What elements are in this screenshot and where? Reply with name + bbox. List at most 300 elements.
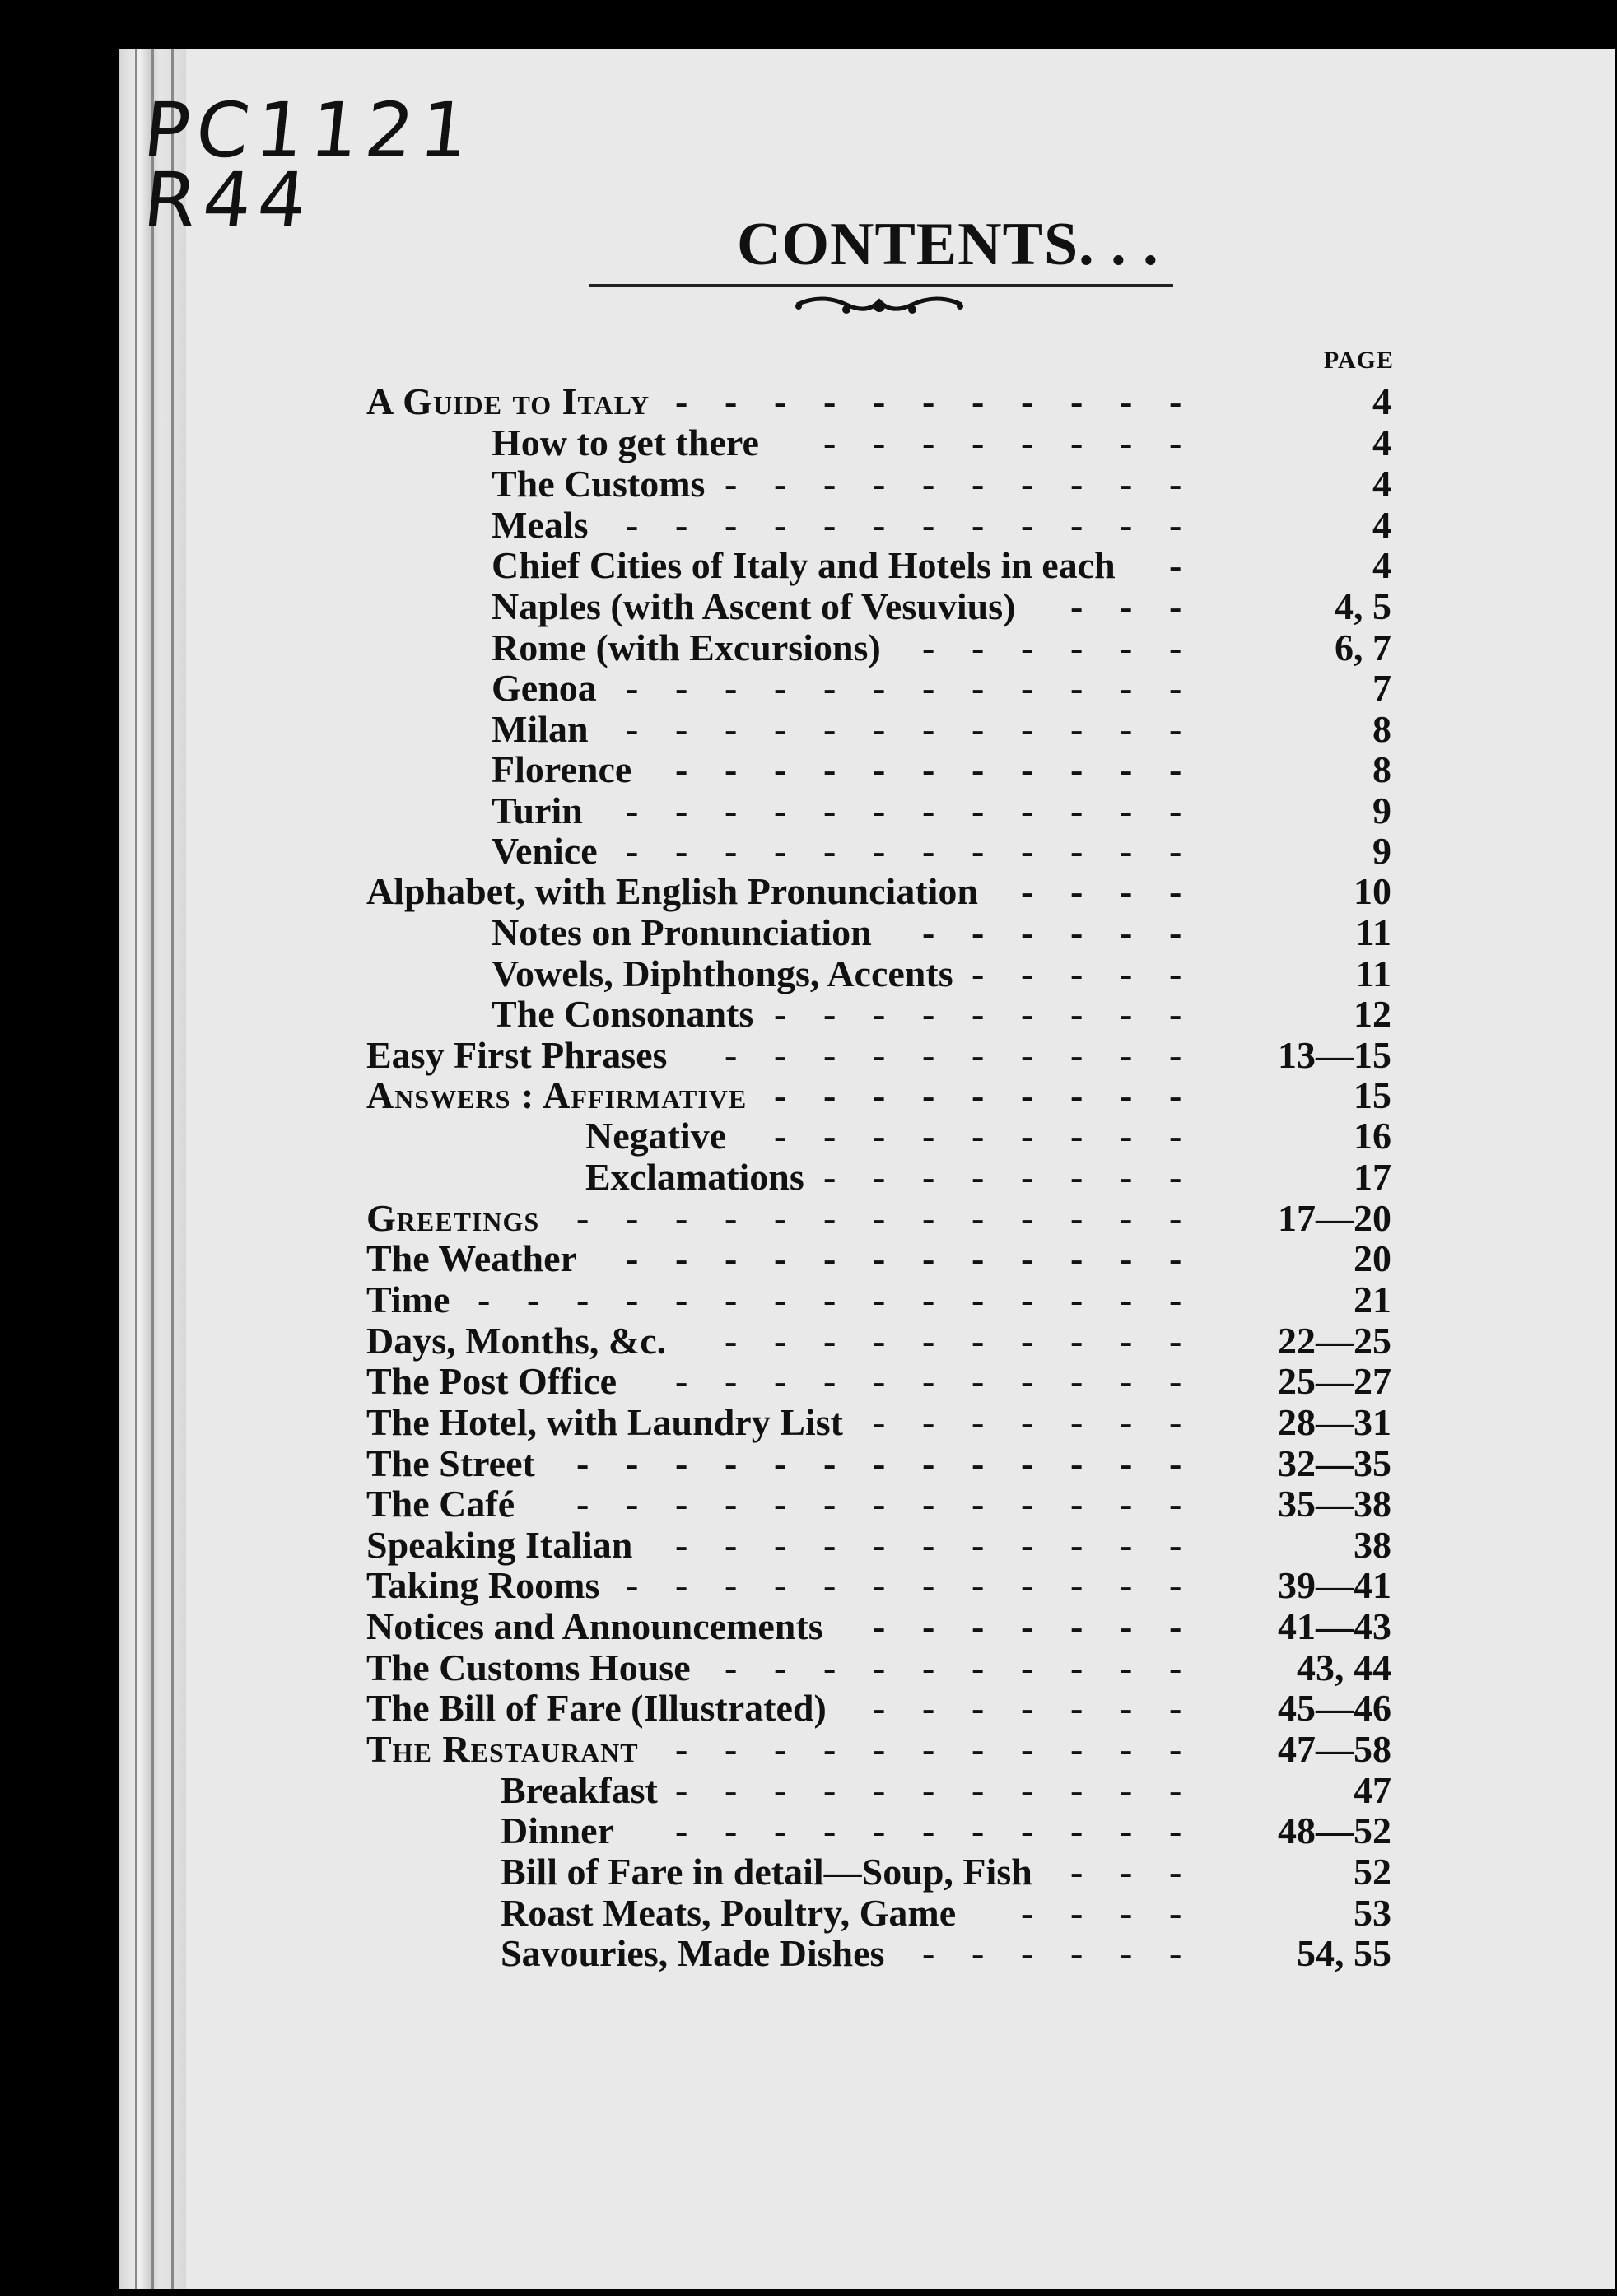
leader-dot: - xyxy=(675,1769,688,1811)
toc-entry xyxy=(0,1688,1400,1729)
leader-dot: - xyxy=(1120,1564,1133,1606)
leader-dot: - xyxy=(1169,1034,1182,1076)
toc-entry-label: Bill of Fare in detail—Soup, Fish xyxy=(501,1851,1032,1893)
leader-dot: - xyxy=(922,830,935,872)
leader-dot: - xyxy=(626,1237,639,1279)
leader-dot: - xyxy=(1021,463,1034,505)
leader-dot: - xyxy=(922,1769,935,1811)
page-column-header: PAGE xyxy=(1323,347,1394,374)
leader-dot: - xyxy=(922,1646,935,1688)
toc-entry xyxy=(0,1198,1400,1239)
leader-dot: - xyxy=(626,1278,639,1320)
leader-dot: - xyxy=(1120,789,1133,831)
toc-entry-page: 21 xyxy=(1354,1278,1391,1320)
toc-entry-label: Notes on Pronunciation xyxy=(492,911,872,953)
leader-dot: - xyxy=(725,1034,738,1076)
leader-dot: - xyxy=(1070,1237,1083,1279)
leader-dot: - xyxy=(1021,1524,1034,1566)
toc-entry-page: 28—31 xyxy=(1278,1401,1391,1443)
leader-dot: - xyxy=(972,504,985,546)
leader-dot: - xyxy=(774,380,787,422)
leader-dot: - xyxy=(1120,463,1133,505)
leader-dot: - xyxy=(1070,830,1083,872)
leader-dot: - xyxy=(972,1932,985,1974)
leader-dot: - xyxy=(972,1483,985,1525)
leader-dot: - xyxy=(1120,870,1133,912)
toc-entry-page: 8 xyxy=(1372,708,1391,750)
toc-entry xyxy=(0,422,1400,463)
leader-dot: - xyxy=(972,1401,985,1443)
toc-entry-label: How to get there xyxy=(492,421,759,463)
leader-dot: - xyxy=(1021,667,1034,709)
toc-entry-label: The Weather xyxy=(366,1237,577,1279)
toc-entry-page: 48—52 xyxy=(1278,1809,1391,1851)
leader-dot: - xyxy=(1120,1483,1133,1525)
toc-entry-label: Savouries, Made Dishes xyxy=(501,1932,885,1974)
toc-entry-label: The Restaurant xyxy=(366,1728,639,1770)
leader-dot: - xyxy=(1120,952,1133,994)
leader-dot: - xyxy=(725,748,738,790)
leader-dot: - xyxy=(1169,1442,1182,1484)
toc-entry-page: 8 xyxy=(1372,748,1391,790)
leader-dot: - xyxy=(873,1605,886,1647)
leader-dot: - xyxy=(774,1197,787,1239)
leader-dot: - xyxy=(1169,708,1182,750)
leader-dot: - xyxy=(1120,1156,1133,1198)
leader-dot: - xyxy=(873,1524,886,1566)
leader-dot: - xyxy=(1021,1483,1034,1525)
leader-dot: - xyxy=(1021,830,1034,872)
toc-entry xyxy=(0,1893,1400,1934)
toc-entry-label: Notices and Announcements xyxy=(366,1605,823,1647)
leader-dot: - xyxy=(725,1360,738,1402)
leader-dot: - xyxy=(675,380,688,422)
leader-dot: - xyxy=(823,1564,836,1606)
leader-dot: - xyxy=(1070,952,1083,994)
toc-entry xyxy=(0,749,1400,790)
leader-dot: - xyxy=(1070,1442,1083,1484)
leader-dot: - xyxy=(1169,1892,1182,1934)
leader-dot: - xyxy=(1021,421,1034,463)
leader-dot: - xyxy=(1120,1932,1133,1974)
leader-dot: - xyxy=(725,1524,738,1566)
leader-dot: - xyxy=(774,1034,787,1076)
toc-entry-page: 20 xyxy=(1354,1237,1391,1279)
leader-dot: - xyxy=(1070,1156,1083,1198)
toc-entry-label: The Café xyxy=(366,1483,515,1525)
toc-entry xyxy=(0,1115,1400,1157)
leader-dot: - xyxy=(873,667,886,709)
toc-entry-label: Negative xyxy=(585,1115,727,1157)
toc-entry-page: 16 xyxy=(1354,1115,1391,1157)
leader-dot: - xyxy=(1021,1156,1034,1198)
toc-entry xyxy=(0,668,1400,709)
leader-dot: - xyxy=(774,708,787,750)
leader-dot: - xyxy=(1021,1687,1034,1729)
toc-entry-label: The Hotel, with Laundry List xyxy=(366,1401,843,1443)
toc-entry-page: 47—58 xyxy=(1278,1728,1391,1770)
toc-entry xyxy=(0,1647,1400,1688)
leader-dot: - xyxy=(1070,585,1083,627)
leader-dot: - xyxy=(873,1278,886,1320)
leader-dot: - xyxy=(725,1728,738,1770)
leader-dot: - xyxy=(823,667,836,709)
leader-dot: - xyxy=(1070,1074,1083,1116)
toc-entry xyxy=(0,1075,1400,1116)
leader-dot: - xyxy=(675,1483,688,1525)
toc-entry xyxy=(0,1483,1400,1525)
leader-dot: - xyxy=(1120,708,1133,750)
leader-dot: - xyxy=(873,1769,886,1811)
leader-dot: - xyxy=(1169,463,1182,505)
toc-entry-label: Speaking Italian xyxy=(366,1524,633,1566)
leader-dot: - xyxy=(1169,1156,1182,1198)
leader-dot: - xyxy=(873,1728,886,1770)
toc-entry xyxy=(0,1565,1400,1606)
toc-entry xyxy=(0,545,1400,586)
toc-entry-label: The Post Office xyxy=(366,1360,617,1402)
leader-dot: - xyxy=(922,1034,935,1076)
toc-entry xyxy=(0,1443,1400,1484)
leader-dot: - xyxy=(922,1728,935,1770)
leader-dot: - xyxy=(823,1769,836,1811)
leader-dot: - xyxy=(1169,1483,1182,1525)
leader-dot: - xyxy=(1070,1360,1083,1402)
toc-entry xyxy=(0,1361,1400,1402)
leader-dot: - xyxy=(1169,1646,1182,1688)
leader-dot: - xyxy=(1070,1769,1083,1811)
toc-entry-label: Vowels, Diphthongs, Accents xyxy=(492,952,953,994)
toc-entry-page: 4 xyxy=(1372,504,1391,546)
leader-dot: - xyxy=(972,626,985,668)
leader-dot: - xyxy=(823,504,836,546)
leader-dot: - xyxy=(922,1360,935,1402)
leader-dot: - xyxy=(823,1728,836,1770)
leader-dot: - xyxy=(873,1483,886,1525)
leader-dot: - xyxy=(1169,1932,1182,1974)
leader-dot: - xyxy=(1070,1851,1083,1893)
leader-dot: - xyxy=(922,911,935,953)
leader-dot: - xyxy=(873,993,886,1035)
toc-entry-label: The Customs xyxy=(492,463,706,505)
toc-entry xyxy=(0,831,1400,872)
toc-entry-page: 15 xyxy=(1354,1074,1391,1116)
leader-dot: - xyxy=(1021,1278,1034,1320)
leader-dot: - xyxy=(1169,1401,1182,1443)
leader-dot: - xyxy=(1021,1564,1034,1606)
leader-dot: - xyxy=(1021,870,1034,912)
leader-dot: - xyxy=(725,380,738,422)
leader-dot: - xyxy=(1070,1687,1083,1729)
leader-dot: - xyxy=(873,1564,886,1606)
leader-dot: - xyxy=(774,1483,787,1525)
leader-dot: - xyxy=(922,1442,935,1484)
leader-dot: - xyxy=(1169,1524,1182,1566)
toc-entry-label: Time xyxy=(366,1278,450,1320)
leader-dot: - xyxy=(1169,1769,1182,1811)
leader-dot: - xyxy=(1120,911,1133,953)
leader-dot: - xyxy=(1120,993,1133,1035)
leader-dot: - xyxy=(823,1278,836,1320)
leader-dot: - xyxy=(922,421,935,463)
toc-entry-label: Answers : Affirmative xyxy=(366,1074,748,1116)
leader-dot: - xyxy=(823,380,836,422)
leader-dot: - xyxy=(972,1074,985,1116)
leader-dot: - xyxy=(972,1687,985,1729)
leader-dot: - xyxy=(1021,1197,1034,1239)
toc-entry-label: The Customs House xyxy=(366,1646,691,1688)
leader-dot: - xyxy=(626,789,639,831)
toc-entry-label: Naples (with Ascent of Vesuvius) xyxy=(492,585,1016,627)
leader-dot: - xyxy=(1120,1646,1133,1688)
leader-dot: - xyxy=(626,1442,639,1484)
toc-entry xyxy=(0,1157,1400,1198)
leader-dot: - xyxy=(1120,1401,1133,1443)
leader-dot: - xyxy=(1169,1360,1182,1402)
toc-entry xyxy=(0,381,1400,422)
leader-dot: - xyxy=(774,1564,787,1606)
leader-dot: - xyxy=(1120,1687,1133,1729)
leader-dot: - xyxy=(1070,1524,1083,1566)
leader-dot: - xyxy=(774,504,787,546)
toc-entry xyxy=(0,1402,1400,1443)
title-rule xyxy=(589,284,1173,287)
leader-dot: - xyxy=(675,1237,688,1279)
toc-entry-page: 43, 44 xyxy=(1297,1646,1391,1688)
leader-dot: - xyxy=(1021,1892,1034,1934)
leader-dot: - xyxy=(823,748,836,790)
leader-dot: - xyxy=(1021,911,1034,953)
leader-dot: - xyxy=(823,1237,836,1279)
leader-dot: - xyxy=(1169,952,1182,994)
leader-dot: - xyxy=(972,1320,985,1362)
leader-dot: - xyxy=(972,748,985,790)
toc-entry-label: Alphabet, with English Pronunciation xyxy=(366,870,979,912)
toc-entry-page: 12 xyxy=(1354,993,1391,1035)
toc-entry-page: 6, 7 xyxy=(1335,626,1391,668)
leader-dot: - xyxy=(1169,1320,1182,1362)
leader-dot: - xyxy=(1120,1809,1133,1851)
leader-dot: - xyxy=(774,748,787,790)
leader-dot: - xyxy=(823,1156,836,1198)
leader-dot: - xyxy=(725,1197,738,1239)
toc-entry-label: Milan xyxy=(492,708,589,750)
leader-dot: - xyxy=(1120,1605,1133,1647)
toc-entry xyxy=(0,463,1400,505)
leader-dot: - xyxy=(1120,585,1133,627)
leader-dot: - xyxy=(1021,1809,1034,1851)
leader-dot: - xyxy=(1070,911,1083,953)
leader-dot: - xyxy=(1169,911,1182,953)
toc-entry-label: Days, Months, &c. xyxy=(366,1320,667,1362)
leader-dot: - xyxy=(1169,1851,1182,1893)
leader-dot: - xyxy=(626,708,639,750)
toc-entry xyxy=(0,1770,1400,1811)
leader-dot: - xyxy=(1169,421,1182,463)
leader-dot: - xyxy=(675,1809,688,1851)
leader-dot: - xyxy=(1120,1851,1133,1893)
leader-dot: - xyxy=(1169,504,1182,546)
leader-dot: - xyxy=(1120,1237,1133,1279)
leader-dot: - xyxy=(823,1646,836,1688)
leader-dot: - xyxy=(823,789,836,831)
leader-dot: - xyxy=(774,1360,787,1402)
leader-dot: - xyxy=(725,1646,738,1688)
leader-dot: - xyxy=(1070,1564,1083,1606)
toc-entry-page: 4, 5 xyxy=(1335,585,1391,627)
leader-dot: - xyxy=(1021,1442,1034,1484)
leader-dot: - xyxy=(972,1156,985,1198)
leader-dot: - xyxy=(922,1483,935,1525)
leader-dot: - xyxy=(922,1074,935,1116)
leader-dot: - xyxy=(725,1483,738,1525)
toc-entry xyxy=(0,994,1400,1035)
leader-dot: - xyxy=(1070,1197,1083,1239)
leader-dot: - xyxy=(1021,1115,1034,1157)
leader-dot: - xyxy=(873,1074,886,1116)
leader-dot: - xyxy=(1021,708,1034,750)
leader-dot: - xyxy=(675,830,688,872)
leader-dot: - xyxy=(922,626,935,668)
toc-entry xyxy=(0,790,1400,831)
leader-dot: - xyxy=(725,667,738,709)
toc-entry-label: Easy First Phrases xyxy=(366,1034,668,1076)
leader-dot: - xyxy=(922,1320,935,1362)
leader-dot: - xyxy=(922,1687,935,1729)
leader-dot: - xyxy=(725,830,738,872)
leader-dot: - xyxy=(922,463,935,505)
toc-entry-label: Florence xyxy=(492,748,632,790)
leader-dot: - xyxy=(1169,1564,1182,1606)
toc-entry-label: The Street xyxy=(366,1442,535,1484)
leader-dot: - xyxy=(972,1728,985,1770)
leader-dot: - xyxy=(626,1197,639,1239)
leader-dot: - xyxy=(725,1769,738,1811)
leader-dot: - xyxy=(1021,1646,1034,1688)
leader-dot: - xyxy=(774,1646,787,1688)
leader-dot: - xyxy=(1120,1728,1133,1770)
leader-dot: - xyxy=(626,830,639,872)
toc-entry-label: Greetings xyxy=(366,1197,540,1239)
leader-dot: - xyxy=(1120,1442,1133,1484)
leader-dot: - xyxy=(823,1442,836,1484)
leader-dot: - xyxy=(873,789,886,831)
leader-dot: - xyxy=(972,380,985,422)
leader-dot: - xyxy=(823,1034,836,1076)
toc-entry xyxy=(0,627,1400,668)
leader-dot: - xyxy=(972,463,985,505)
toc-entry-label: Turin xyxy=(492,789,583,831)
leader-dot: - xyxy=(1021,1932,1034,1974)
leader-dot: - xyxy=(823,830,836,872)
leader-dot: - xyxy=(823,1809,836,1851)
toc-entry xyxy=(0,912,1400,953)
leader-dot: - xyxy=(1169,830,1182,872)
leader-dot: - xyxy=(725,1237,738,1279)
leader-dot: - xyxy=(1169,748,1182,790)
toc-entry-page: 45—46 xyxy=(1278,1687,1391,1729)
toc-entry-page: 11 xyxy=(1355,911,1391,953)
leader-dot: - xyxy=(972,1564,985,1606)
leader-dot: - xyxy=(1169,1278,1182,1320)
leader-dot: - xyxy=(1120,830,1133,872)
toc-entry-page: 17 xyxy=(1354,1156,1391,1198)
leader-dot: - xyxy=(972,1034,985,1076)
leader-dot: - xyxy=(823,708,836,750)
toc-entry xyxy=(0,1320,1400,1362)
leader-dot: - xyxy=(1021,1401,1034,1443)
toc-entry-label: Taking Rooms xyxy=(366,1564,600,1606)
leader-dot: - xyxy=(972,1524,985,1566)
toc-entry xyxy=(0,1810,1400,1851)
leader-dot: - xyxy=(1021,626,1034,668)
leader-dot: - xyxy=(873,708,886,750)
leader-dot: - xyxy=(1070,1728,1083,1770)
leader-dot: - xyxy=(1070,1646,1083,1688)
leader-dot: - xyxy=(725,789,738,831)
leader-dot: - xyxy=(1070,463,1083,505)
leader-dot: - xyxy=(1070,993,1083,1035)
leader-dot: - xyxy=(1120,1360,1133,1402)
leader-dot: - xyxy=(1120,1892,1133,1934)
leader-dot: - xyxy=(774,1320,787,1362)
leader-dot: - xyxy=(1070,1809,1083,1851)
leader-dot: - xyxy=(1021,789,1034,831)
leader-dot: - xyxy=(1021,380,1034,422)
toc-entry-page: 54, 55 xyxy=(1297,1932,1391,1974)
leader-dot: - xyxy=(823,1074,836,1116)
leader-dot: - xyxy=(922,1237,935,1279)
toc-entry xyxy=(0,1933,1400,1974)
leader-dot: - xyxy=(576,1442,589,1484)
toc-entry-label: A Guide to Italy xyxy=(366,380,650,422)
leader-dot: - xyxy=(823,421,836,463)
leader-dot: - xyxy=(873,1320,886,1362)
leader-dot: - xyxy=(576,1278,589,1320)
leader-dot: - xyxy=(1120,504,1133,546)
leader-dot: - xyxy=(873,1156,886,1198)
leader-dot: - xyxy=(1169,1237,1182,1279)
toc-entry xyxy=(0,953,1400,994)
leader-dot: - xyxy=(1120,1074,1133,1116)
leader-dot: - xyxy=(1169,789,1182,831)
leader-dot: - xyxy=(576,1197,589,1239)
leader-dot: - xyxy=(725,708,738,750)
leader-dot: - xyxy=(922,1932,935,1974)
leader-dot: - xyxy=(675,1564,688,1606)
leader-dot: - xyxy=(725,1809,738,1851)
leader-dot: - xyxy=(922,993,935,1035)
leader-dot: - xyxy=(922,1564,935,1606)
leader-dot: - xyxy=(1169,667,1182,709)
leader-dot: - xyxy=(873,1809,886,1851)
leader-dot: - xyxy=(1070,626,1083,668)
toc-entry-page: 4 xyxy=(1372,421,1391,463)
toc-entry-page: 9 xyxy=(1372,830,1391,872)
toc-entry-page: 13—15 xyxy=(1278,1034,1391,1076)
leader-dot: - xyxy=(1169,870,1182,912)
leader-dot: - xyxy=(873,1115,886,1157)
leader-dot: - xyxy=(823,1115,836,1157)
leader-dot: - xyxy=(873,421,886,463)
leader-dot: - xyxy=(1120,421,1133,463)
leader-dot: - xyxy=(972,1646,985,1688)
leader-dot: - xyxy=(675,748,688,790)
toc-entry-page: 35—38 xyxy=(1278,1483,1391,1525)
leader-dot: - xyxy=(1021,748,1034,790)
leader-dot: - xyxy=(922,1524,935,1566)
ornament-flourish xyxy=(789,290,970,328)
